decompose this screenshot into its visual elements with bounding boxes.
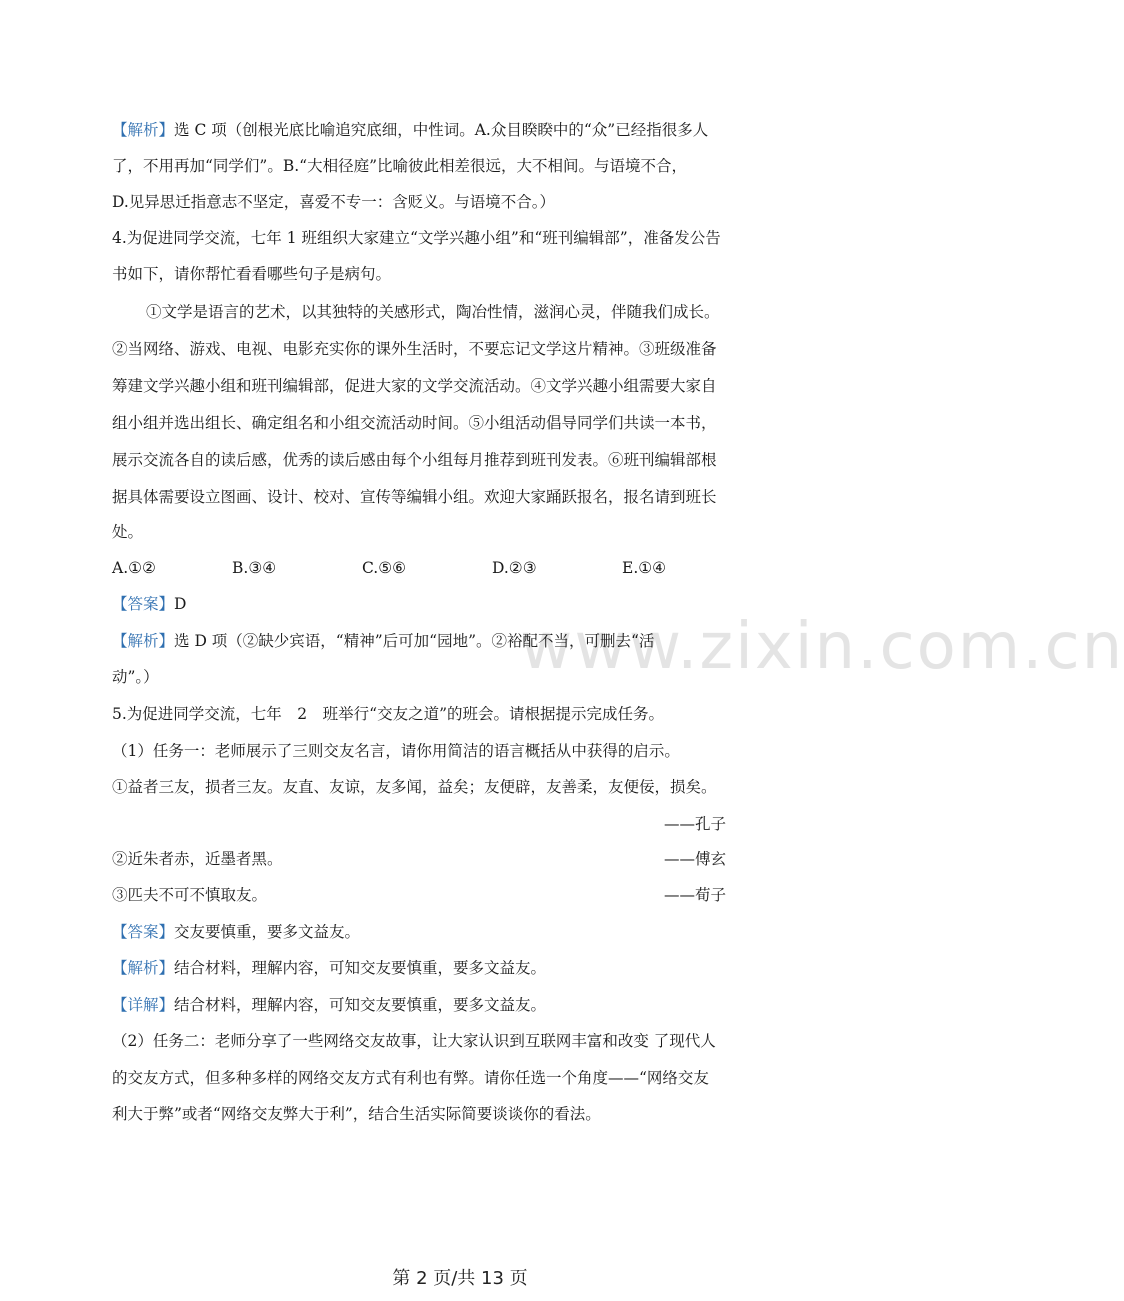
- option-d: D.②③: [492, 559, 537, 577]
- tag-analysis: 【解析】: [112, 121, 175, 139]
- option-e: E.①④: [622, 559, 667, 577]
- text-line: D.见异思迁指意志不坚定，喜爱不专一：含贬义。与语境不合。）: [112, 193, 556, 211]
- detail-5-1: 【详解】结合材料，理解内容，可知交友要慎重，要多文益友。: [112, 996, 547, 1014]
- passage-line: 筹建文学兴趣小组和班刊编辑部，促进大家的文学交流活动。④文学兴趣小组需要大家自: [112, 377, 717, 395]
- question-4: 4.为促进同学交流，七年 1 班组织大家建立“文学兴趣小组”和“班刊编辑部”，准备发公告: [112, 229, 721, 247]
- answer-5-1: 【答案】交友要慎重，要多文益友。: [112, 923, 361, 941]
- passage-line: 据具体需要设立图画、设计、校对、宣传等编辑小组。欢迎大家踊跃报名，报名请到班长: [112, 488, 717, 506]
- quote-source: ——傅玄: [664, 850, 727, 868]
- task-2: （2）任务二：老师分享了一些网络交友故事，让大家认识到互联网丰富和改变 了现代人: [112, 1032, 716, 1050]
- passage-line: 处。: [112, 523, 144, 541]
- option-c: C.⑤⑥: [362, 559, 407, 577]
- text-line: 动”。）: [112, 668, 159, 686]
- passage-line: ②当网络、游戏、电视、电影充实你的课外生活时，不要忘记文学这片精神。③班级准备: [112, 340, 717, 358]
- task-1: （1）任务一：老师展示了三则交友名言，请你用简洁的语言概括从中获得的启示。: [112, 742, 680, 760]
- page-number: 第 2 页/共 13 页: [392, 1268, 528, 1289]
- tag-analysis: 【解析】: [112, 959, 175, 977]
- tag-detail: 【详解】: [112, 996, 175, 1014]
- analysis-4: 【解析】选 D 项（②缺少宾语，“精神”后可加“园地”。②裕配不当，可删去“活: [112, 632, 655, 650]
- text-line: 利大于弊”或者“网络交友弊大于利”，结合生活实际简要谈谈你的看法。: [112, 1105, 601, 1123]
- quote-source: ——孔子: [664, 815, 727, 833]
- tag-analysis: 【解析】: [112, 632, 175, 650]
- quote-source: ——荀子: [664, 886, 727, 904]
- text-line: 了，不用再加“同学们”。B.“大相径庭”比喻彼此相差很远，大不相间。与语境不合，: [112, 157, 688, 175]
- analysis-5-1: 【解析】结合材料，理解内容，可知交友要慎重，要多文益友。: [112, 959, 547, 977]
- passage-line: 组小组并选出组长、确定组名和小组交流活动时间。⑤小组活动倡导同学们共读一本书，: [112, 414, 717, 432]
- passage-line: ①文学是语言的艺术，以其独特的关感形式，陶冶性情，滋润心灵，伴随我们成长。: [146, 303, 720, 321]
- question-5: 5.为促进同学交流，七年 2 班举行“交友之道”的班会。请根据提示完成任务。: [112, 705, 665, 723]
- answer-4: 【答案】D: [112, 595, 187, 613]
- text-line: 书如下，请你帮忙看看哪些句子是病句。: [112, 265, 392, 283]
- passage-line: 展示交流各自的读后感，优秀的读后感由每个小组每月推荐到班刊发表。⑥班刊编辑部根: [112, 451, 717, 469]
- quote-3: ③匹夫不可不慎取友。: [112, 886, 268, 904]
- quote-2: ②近朱者赤，近墨者黑。: [112, 850, 283, 868]
- tag-answer: 【答案】: [112, 923, 175, 941]
- quote-1: ①益者三友，损者三友。友直、友谅，友多闻，益矣；友便辟，友善柔，友便佞，损矣。: [112, 778, 717, 796]
- watermark: www.zixin.com.cn: [520, 610, 1124, 684]
- text-line: 的交友方式，但多种多样的网络交友方式有利也有弊。请你任选一个角度——“网络交友: [112, 1069, 709, 1087]
- analysis-line-1: 【解析】选 C 项（创根光底比喻追究底细，中性词。A.众目睽睽中的“众”已经指很多人: [112, 121, 709, 139]
- option-a: A.①②: [112, 559, 156, 577]
- option-b: B.③④: [232, 559, 277, 577]
- tag-answer: 【答案】: [112, 595, 175, 613]
